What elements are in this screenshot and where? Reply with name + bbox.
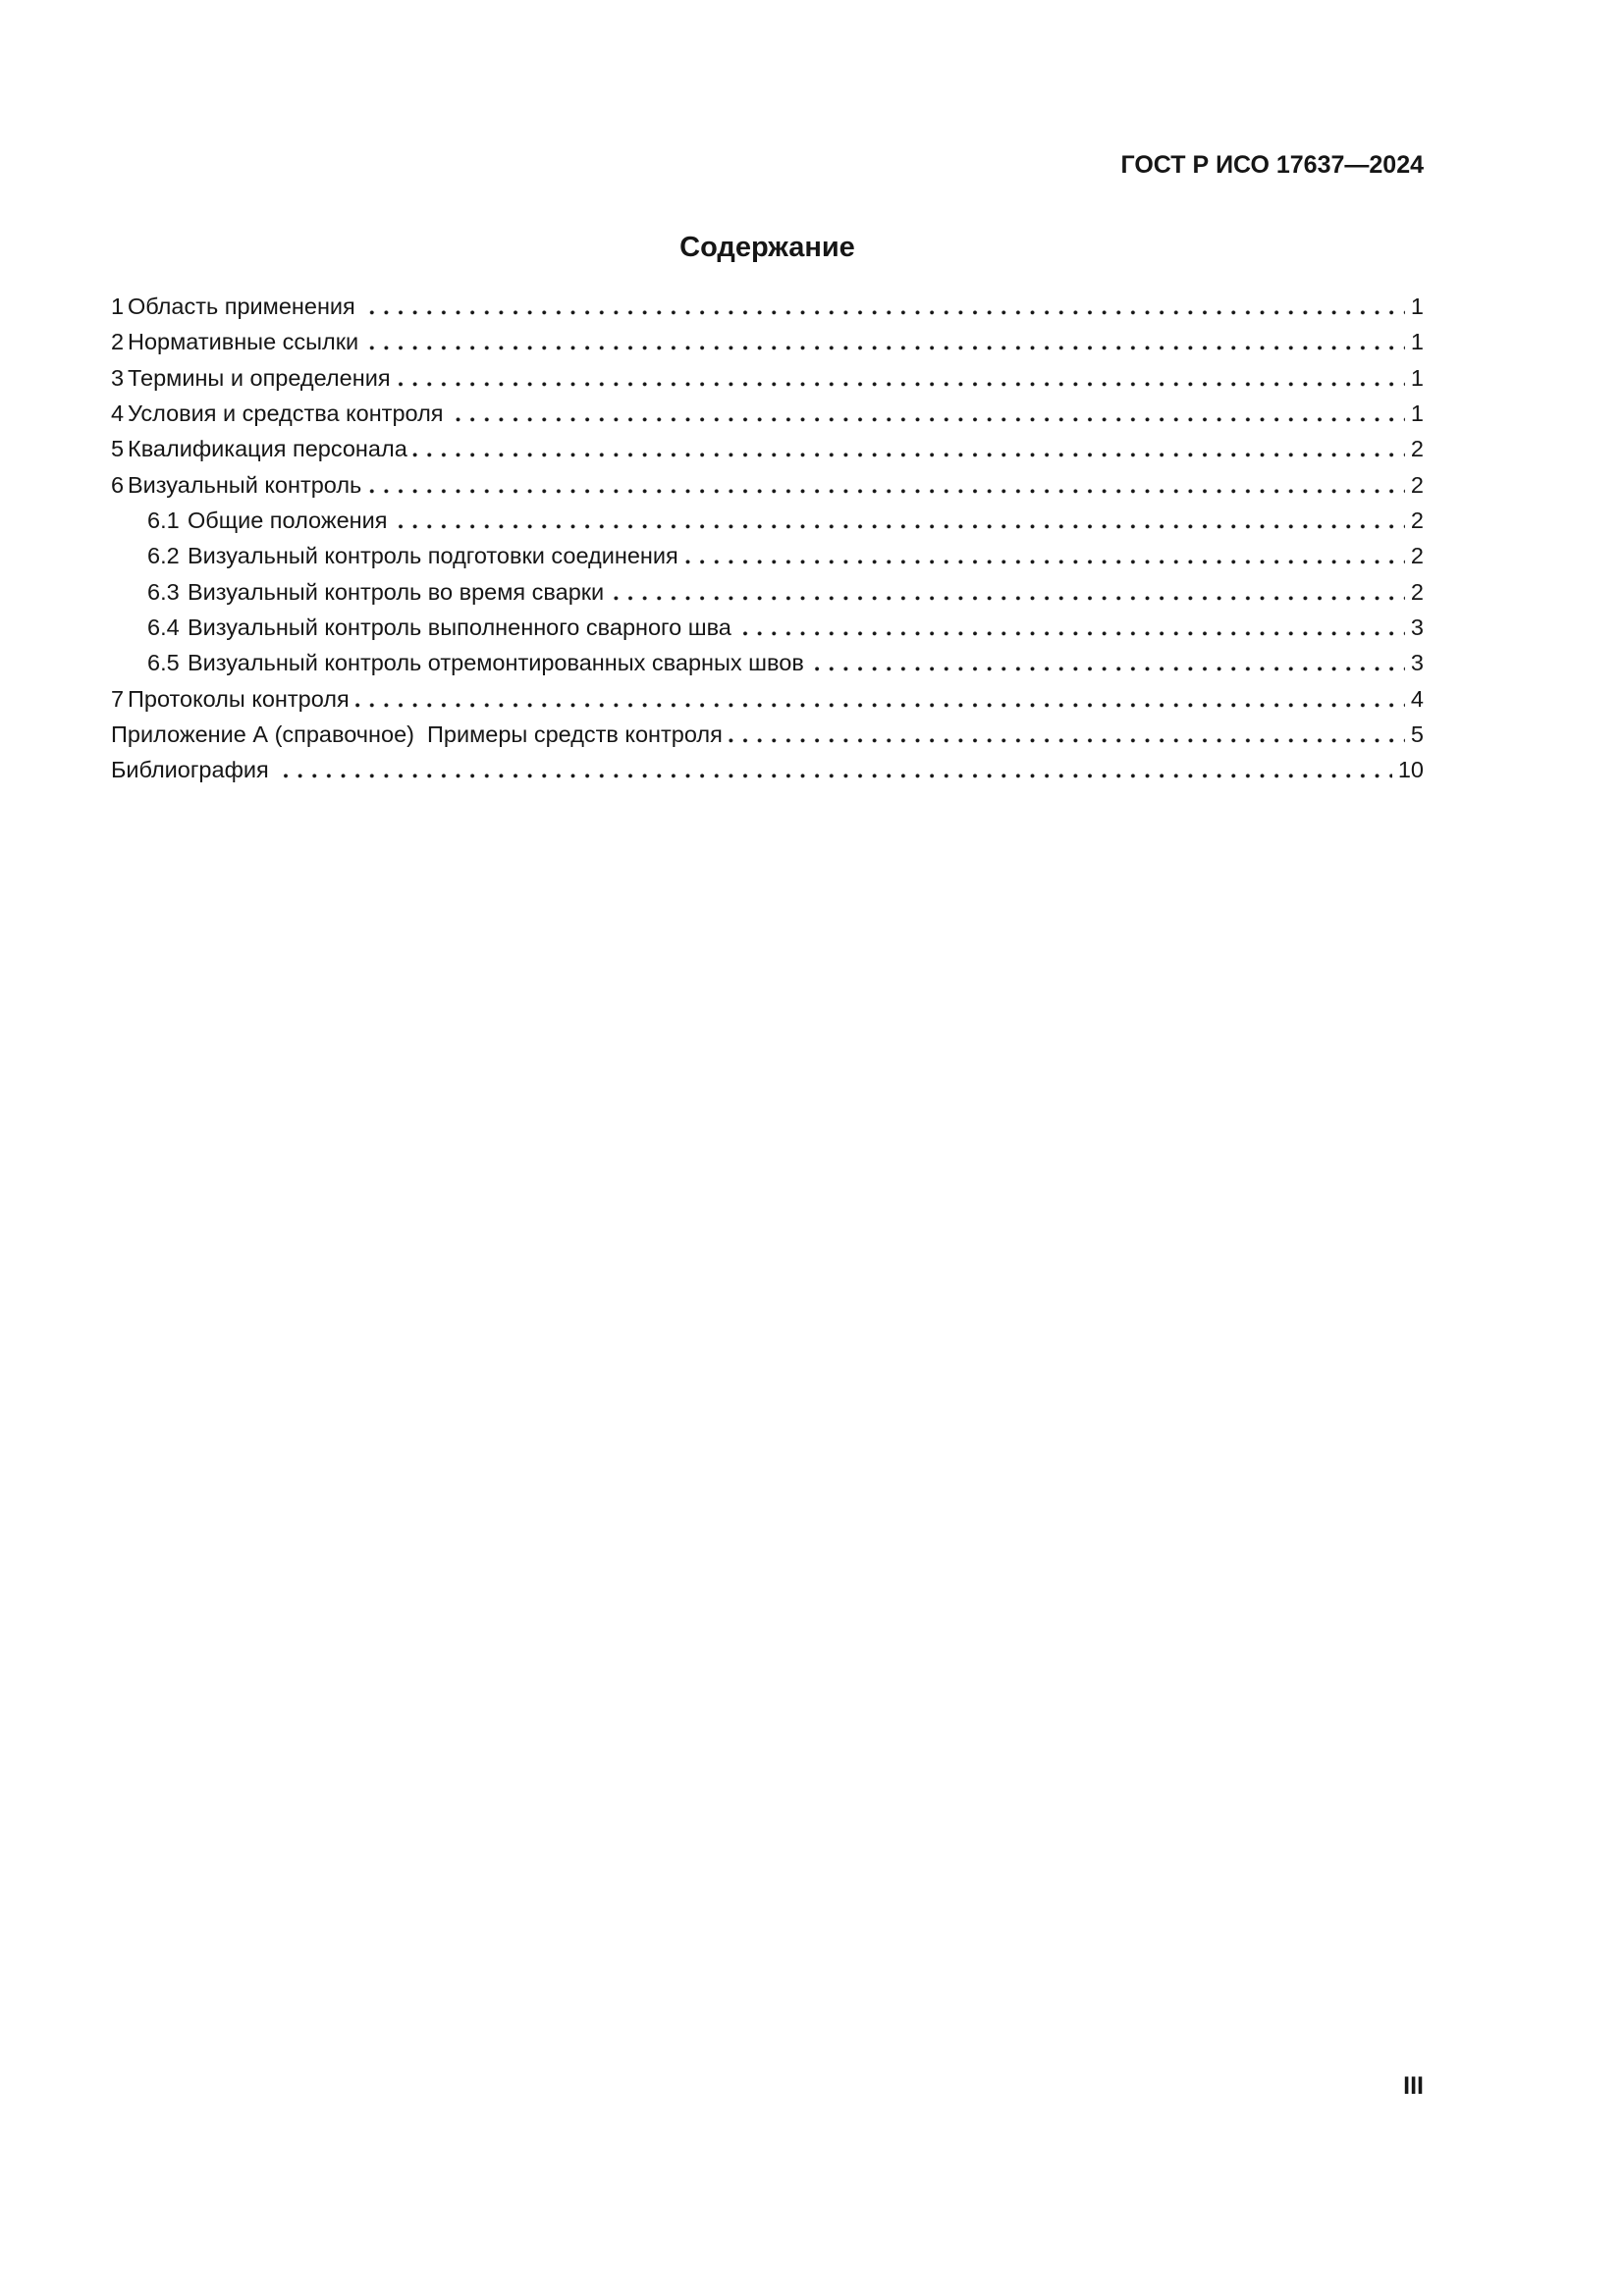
toc-item-title: Визуальный контроль отремонтированных сварных швов <box>188 645 809 680</box>
toc-item-page: 4 <box>1405 681 1424 717</box>
toc-item-number: 6 <box>111 467 128 503</box>
toc-item-page: 1 <box>1405 289 1424 324</box>
toc-item-page: 2 <box>1405 467 1424 503</box>
document-header-designation: ГОСТ Р ИСО 17637—2024 <box>1120 151 1424 179</box>
toc-item-title: Протоколы контроля <box>128 681 354 717</box>
toc-row <box>111 431 1424 466</box>
toc-item-number: 1 <box>111 289 128 324</box>
toc-item-title: Визуальный контроль выполненного сварного шва <box>188 610 736 645</box>
toc-item-title: Условия и средства контроля <box>128 396 449 431</box>
page-number-folio: III <box>1403 2072 1424 2100</box>
toc-item-number: 6.1 <box>111 503 188 538</box>
toc-item-number: 6.5 <box>111 645 188 680</box>
toc-item-page: 1 <box>1405 360 1424 396</box>
toc-item-title: Приложение А (справочное) Примеры средств контроля <box>111 717 728 752</box>
toc-item-title: Визуальный контроль <box>128 467 366 503</box>
toc-item-title: Нормативные ссылки <box>128 324 363 359</box>
toc-item-title: Общие положения <box>188 503 392 538</box>
toc-item-number: 6.2 <box>111 538 188 573</box>
toc-row <box>111 574 1424 610</box>
toc-item-page: 2 <box>1405 574 1424 610</box>
page-title: Содержание <box>679 232 855 263</box>
toc-row <box>111 396 1424 431</box>
toc-item-title: Область применения <box>128 289 360 324</box>
toc-item-title: Визуальный контроль подготовки соединения <box>188 538 683 573</box>
toc-item-number: 6.4 <box>111 610 188 645</box>
toc-item-page: 1 <box>1405 396 1424 431</box>
toc-item-page: 5 <box>1405 717 1424 752</box>
toc-item-title: Визуальный контроль во время сварки <box>188 574 609 610</box>
toc-item-number: 7 <box>111 681 128 717</box>
toc-item-number: 4 <box>111 396 128 431</box>
toc-item-page: 3 <box>1405 610 1424 645</box>
toc-row <box>111 681 1424 717</box>
toc-item-page: 10 <box>1392 752 1424 787</box>
toc-item-number: 6.3 <box>111 574 188 610</box>
table-of-contents <box>111 289 1424 788</box>
toc-row <box>111 610 1424 645</box>
toc-item-page: 1 <box>1405 324 1424 359</box>
toc-row <box>111 645 1424 680</box>
toc-item-title: Термины и определения <box>128 360 396 396</box>
toc-row <box>111 467 1424 503</box>
toc-item-title: Библиография <box>111 752 274 787</box>
toc-row <box>111 717 1424 752</box>
toc-row <box>111 289 1424 324</box>
toc-row <box>111 503 1424 538</box>
toc-row <box>111 538 1424 573</box>
toc-item-page: 2 <box>1405 538 1424 573</box>
toc-item-page: 2 <box>1405 503 1424 538</box>
toc-row <box>111 752 1424 787</box>
toc-row <box>111 324 1424 359</box>
toc-item-title: Квалификация персонала <box>128 431 412 466</box>
toc-item-number: 3 <box>111 360 128 396</box>
toc-item-number: 2 <box>111 324 128 359</box>
toc-item-number: 5 <box>111 431 128 466</box>
toc-item-page: 3 <box>1405 645 1424 680</box>
toc-row <box>111 360 1424 396</box>
toc-item-page: 2 <box>1405 431 1424 466</box>
